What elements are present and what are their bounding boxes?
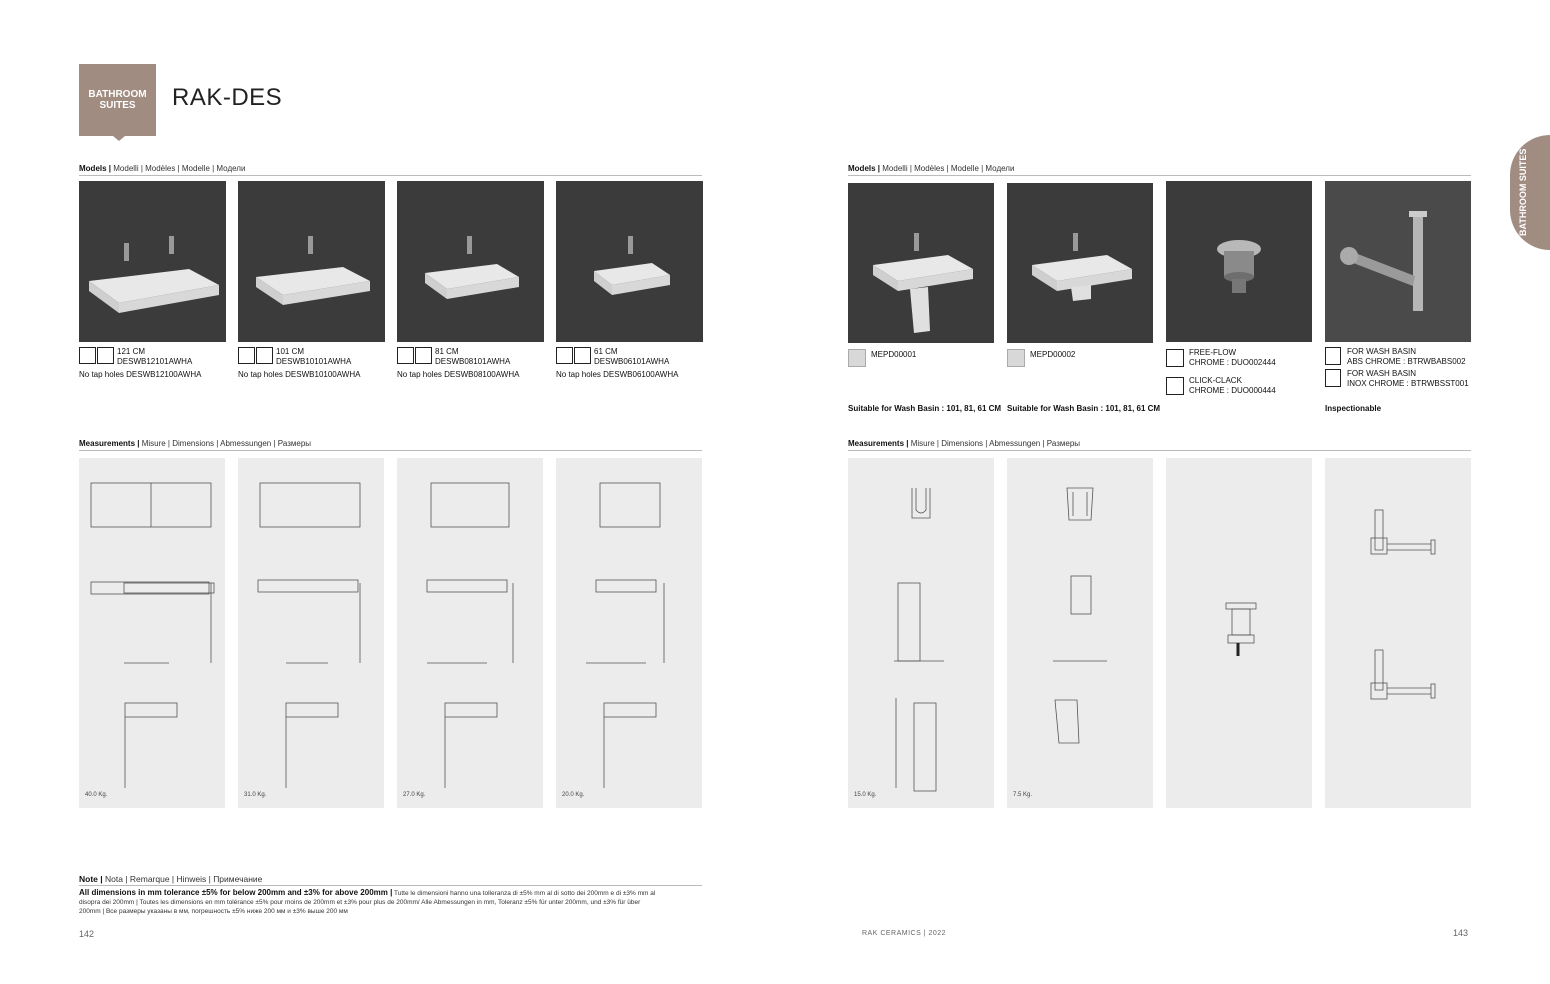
basin-icon xyxy=(415,347,432,364)
notap-label: No tap holes xyxy=(556,370,601,379)
notap-code: DESWB10100AWHA xyxy=(285,370,361,379)
trap-inox-label: FOR WASH BASIN INOX CHROME : BTRWBSST001 xyxy=(1347,369,1469,388)
model-size: 101 CM xyxy=(276,347,305,356)
wall-hung-icon xyxy=(397,347,414,364)
product-photo-121 xyxy=(79,181,226,342)
product-photo-61 xyxy=(556,181,703,342)
basin-icon xyxy=(574,347,591,364)
wall-hung-icon xyxy=(79,347,96,364)
bottle-trap-drawing xyxy=(1325,458,1471,808)
bottle-trap-photo xyxy=(1325,181,1471,342)
basin-icon xyxy=(256,347,273,364)
pedestal-photo xyxy=(848,183,994,343)
suitable-note: Suitable for Wash Basin : 101, 81, 61 CM xyxy=(1007,404,1161,413)
model-size: 81 CM xyxy=(435,347,459,356)
badge-line-2: SUITES xyxy=(99,100,136,111)
pedestal-drawing xyxy=(848,458,994,808)
free-flow-label: FREE-FLOW CHROME : DUO002444 xyxy=(1189,348,1276,367)
pedestal-code: MEPD00001 xyxy=(871,350,917,359)
model-code: DESWB10101AWHA xyxy=(276,357,352,366)
click-clack-icon xyxy=(1166,377,1184,395)
waste-valve-drawing xyxy=(1166,458,1312,808)
side-tab[interactable] xyxy=(1510,135,1550,250)
model-code: DESWB08101AWHA xyxy=(435,357,511,366)
divider xyxy=(79,175,702,176)
weight-label: 27.0 Kg. xyxy=(403,792,426,798)
page-number-left: 142 xyxy=(79,929,95,939)
notap-code: DESWB06100AWHA xyxy=(603,370,679,379)
footer-brand: RAK CERAMICS | 2022 xyxy=(862,930,947,937)
model-code: DESWB12101AWHA xyxy=(117,357,193,366)
models-heading-right: Models | Modelli | Modèles | Modelle | Модели xyxy=(848,164,1015,173)
notap-label: No tap holes xyxy=(79,370,124,379)
inspectionable-note: Inspectionable xyxy=(1325,404,1382,413)
notap-code: DESWB08100AWHA xyxy=(444,370,520,379)
page-number-right: 143 xyxy=(1453,928,1469,938)
trap-abs-label: FOR WASH BASIN ABS CHROME : BTRWBABS002 xyxy=(1347,347,1466,366)
bottle-trap-abs-icon xyxy=(1325,347,1341,365)
product-photo-81 xyxy=(397,181,544,342)
semi-pedestal-drawing xyxy=(1007,458,1153,808)
badge-pointer xyxy=(113,136,125,141)
model-size: 61 CM xyxy=(594,347,618,356)
free-flow-icon xyxy=(1166,349,1184,367)
product-photo-101 xyxy=(238,181,385,342)
model-code: DESWB06101AWHA xyxy=(594,357,670,366)
page-title: RAK-DES xyxy=(172,84,283,111)
models-heading-left: Models | Modelli | Modèles | Modelle | Модели xyxy=(79,164,246,173)
drawing-panel-101 xyxy=(238,458,384,808)
notap-code: DESWB12100AWHA xyxy=(126,370,202,379)
notap-label: No tap holes xyxy=(397,370,442,379)
semi-pedestal-photo xyxy=(1007,183,1153,343)
model-size: 121 CM xyxy=(117,347,146,356)
divider xyxy=(79,450,702,451)
semi-pedestal-icon xyxy=(1007,349,1025,367)
measurements-heading-left: Measurements | Misure | Dimensions | Abmessungen | Размеры xyxy=(79,439,312,448)
drawing-panel-61 xyxy=(556,458,702,808)
notap-label: No tap holes xyxy=(238,370,283,379)
bottle-trap-inox-icon xyxy=(1325,369,1341,387)
pedestal-icon xyxy=(848,349,866,367)
suitable-note: Suitable for Wash Basin : 101, 81, 61 CM xyxy=(848,404,1002,413)
weight-label: 7.5 Kg. xyxy=(1013,792,1033,798)
click-clack-label: CLICK-CLACK CHROME : DUO000444 xyxy=(1189,376,1276,395)
drawing-panel-81 xyxy=(397,458,543,808)
semi-pedestal-code: MEPD00002 xyxy=(1030,350,1076,359)
wall-hung-icon xyxy=(238,347,255,364)
divider xyxy=(79,885,702,886)
note-heading: Note | Nota | Remarque | Hinweis | Примечание xyxy=(79,874,263,884)
weight-label: 40.0 Kg. xyxy=(85,792,108,798)
weight-label: 20.0 Kg. xyxy=(562,792,585,798)
divider xyxy=(848,450,1471,451)
side-tab-label: BATHROOM SUITES xyxy=(1518,148,1528,237)
wall-hung-icon xyxy=(556,347,573,364)
weight-label: 15.0 Kg. xyxy=(854,792,877,798)
waste-valve-photo xyxy=(1166,181,1312,342)
basin-icon xyxy=(97,347,114,364)
divider xyxy=(848,175,1471,176)
weight-label: 31.0 Kg. xyxy=(244,792,267,798)
tolerance-note: All dimensions in mm tolerance ±5% for below 200mm and ±3% for above 200mm | Tutte le dimensioni hanno una tolleranza di ±5% mm al di sotto dei 200mm e di ±3% mm al disopra dei 200mm | Toutes les dimensions en mm tolérance ±5% pour moins de 200mm et ±3% pour plus de 200mm/ Alle Abmessungen in mm, Toleranz ±5% für unter 200mm, und ±3% für über 200mm | Все размеры указаны в мм, погрешность ±5% ниже 200 мм и ±3% выше 200 мм xyxy=(79,888,656,915)
measurements-heading-right: Measurements | Misure | Dimensions | Abmessungen | Размеры xyxy=(848,439,1081,448)
category-badge xyxy=(79,64,156,136)
badge-line-1: BATHROOM xyxy=(88,89,147,100)
drawing-panel-121 xyxy=(79,458,225,808)
